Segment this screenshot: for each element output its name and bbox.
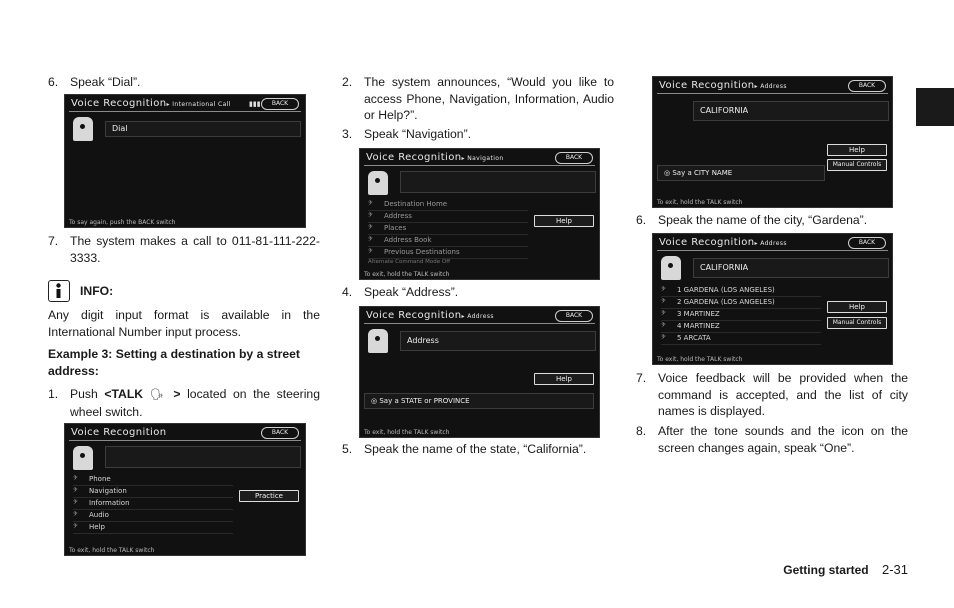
- step-text: The system announces, “Would you like to access Phone, Navigation, Information, Audio or Help?”.: [364, 75, 614, 123]
- voice-head-icon: [661, 256, 681, 280]
- example-heading: Example 3: Setting a destination by a street address:: [48, 347, 300, 378]
- divider: [69, 111, 301, 112]
- step-number: 8.: [636, 424, 647, 438]
- step-number: 6.: [636, 213, 647, 227]
- page-number: 2-31: [881, 562, 908, 577]
- help-button[interactable]: Help: [827, 301, 887, 313]
- city-prompt: ◎ Say a CITY NAME: [657, 165, 825, 181]
- talk-icon: 🗣: [149, 389, 167, 401]
- step-7-feedback: [636, 370, 908, 420]
- city-item-2[interactable]: 𝄢 2 GARDENA (LOS ANGELES): [661, 296, 821, 309]
- voice-head-icon: [368, 171, 388, 195]
- manual-controls-button[interactable]: Manual Controls: [827, 317, 887, 329]
- screen-california: [652, 76, 893, 208]
- screen-footer: To exit, hold the TALK switch: [364, 271, 450, 278]
- screen-footer: To exit, hold the TALK switch: [364, 429, 450, 436]
- screen-navigation: [359, 148, 600, 280]
- manual-controls-button[interactable]: Manual Controls: [827, 159, 887, 171]
- step-number: 4.: [342, 285, 353, 299]
- back-button[interactable]: BACK: [555, 310, 593, 322]
- step-8-one: [636, 423, 908, 456]
- divider: [364, 165, 595, 166]
- step-number: 7.: [48, 234, 59, 248]
- screen-cities: [652, 233, 893, 365]
- nav-item-places[interactable]: 𝄢 Places: [368, 222, 528, 235]
- back-button[interactable]: BACK: [261, 98, 299, 110]
- step-text: Push <TALK 🗣 > located on the steering wheel switch.: [70, 387, 320, 419]
- city-item-3[interactable]: 𝄢 3 MARTINEZ: [661, 308, 821, 321]
- state-field: CALIFORNIA: [693, 101, 889, 121]
- back-button[interactable]: BACK: [555, 152, 593, 164]
- screen-title: Voice Recognition: [71, 427, 167, 438]
- step-number: 6.: [48, 75, 59, 89]
- menu-item-audio[interactable]: 𝄢 Audio: [73, 509, 233, 522]
- city-item-4[interactable]: 𝄢 4 MARTINEZ: [661, 320, 821, 333]
- page-footer: [720, 562, 908, 577]
- screen-voice-main: [64, 423, 306, 556]
- step-2-announce: [342, 74, 614, 124]
- screen-footer: To exit, hold the TALK switch: [657, 199, 743, 206]
- voice-head-icon: [368, 329, 388, 353]
- input-area: [400, 171, 596, 193]
- section-tab-marker: [916, 88, 954, 126]
- prompt-icon: ◎: [371, 397, 380, 405]
- step-number: 3.: [342, 127, 353, 141]
- help-button[interactable]: Help: [534, 215, 594, 227]
- dial-field: Dial: [105, 121, 301, 137]
- screen-dial: [64, 94, 306, 228]
- voice-head-icon: [73, 117, 93, 141]
- step-text: Speak the name of the state, “California”.: [364, 442, 587, 456]
- alternate-command-note: Alternate Command Mode Off: [368, 259, 451, 265]
- divider: [657, 250, 888, 251]
- menu-item-information[interactable]: 𝄢 Information: [73, 497, 233, 510]
- back-button[interactable]: BACK: [848, 80, 886, 92]
- step-text: After the tone sounds and the icon on the screen changes again, speak “One”.: [658, 424, 908, 455]
- nav-item-address[interactable]: 𝄢 Address: [368, 210, 528, 223]
- screen-title: Voice Recognition▸ Address: [366, 310, 494, 321]
- step-3-navigation: [342, 126, 614, 143]
- back-button[interactable]: BACK: [848, 237, 886, 249]
- menu-item-navigation[interactable]: 𝄢 Navigation: [73, 485, 233, 498]
- screen-footer: To say again, push the BACK switch: [69, 219, 176, 226]
- step-4-address: [342, 284, 614, 301]
- step-number: 1.: [48, 387, 59, 401]
- screen-address: [359, 306, 600, 438]
- screen-footer: To exit, hold the TALK switch: [657, 356, 743, 363]
- step-number: 7.: [636, 371, 647, 385]
- step-text: The system makes a call to 011-81-111-222-3333.: [70, 234, 320, 265]
- address-field: Address: [400, 331, 596, 351]
- prompt-icon: ◎: [664, 169, 673, 177]
- nav-item-previous-destinations[interactable]: 𝄢 Previous Destinations: [368, 246, 528, 259]
- help-button[interactable]: Help: [827, 144, 887, 156]
- state-prompt: ◎ Say a STATE or PROVINCE: [364, 393, 594, 409]
- city-item-1[interactable]: 𝄢 1 GARDENA (LOS ANGELES): [661, 284, 821, 297]
- menu-item-help[interactable]: 𝄢 Help: [73, 521, 233, 534]
- step-text: Speak “Navigation”.: [364, 127, 472, 141]
- step-text: Speak “Dial”.: [70, 75, 141, 89]
- step-text: Voice feedback will be provided when the command is accepted, and the list of city names is displayed.: [658, 371, 908, 419]
- step-text: Speak the name of the city, “Gardena”.: [658, 213, 868, 227]
- step-7-call: [48, 233, 320, 266]
- screen-title: Voice Recognition▸ Address: [659, 237, 787, 248]
- menu-item-phone[interactable]: 𝄢 Phone: [73, 473, 233, 486]
- screen-title: Voice Recognition▸ Address: [659, 80, 787, 91]
- step-6-city: [636, 212, 908, 229]
- talk-switch-label: <TALK: [104, 387, 144, 401]
- step-1-push: [48, 386, 320, 420]
- screen-footer: To exit, hold the TALK switch: [69, 547, 155, 554]
- section-name: Getting started: [783, 563, 869, 577]
- back-button[interactable]: BACK: [261, 427, 299, 439]
- step-text: Speak “Address”.: [364, 285, 459, 299]
- input-area: [105, 446, 301, 468]
- help-button[interactable]: Help: [534, 373, 594, 385]
- step-6-dial: [48, 74, 320, 91]
- step-5-state: [342, 441, 614, 458]
- info-icon: [48, 280, 70, 302]
- info-label: INFO:: [80, 284, 114, 298]
- step-number: 2.: [342, 75, 353, 89]
- state-field: CALIFORNIA: [693, 258, 889, 278]
- divider: [657, 93, 888, 94]
- divider: [364, 323, 595, 324]
- nav-item-destination-home[interactable]: 𝄢 Destination Home: [368, 198, 528, 211]
- nav-item-address-book[interactable]: 𝄢 Address Book: [368, 234, 528, 247]
- city-item-5[interactable]: 𝄢 5 ARCATA: [661, 332, 821, 345]
- info-text: Any digit input format is available in the International Number input process.: [48, 308, 320, 339]
- signal-icon: ▮▮▮: [249, 100, 261, 108]
- screen-title: Voice Recognition▸ Navigation: [366, 152, 504, 163]
- divider: [69, 440, 301, 441]
- step-number: 5.: [342, 442, 353, 456]
- practice-button[interactable]: Practice: [239, 490, 299, 502]
- voice-head-icon: [73, 446, 93, 470]
- screen-title: Voice Recognition▸ International Call: [71, 98, 231, 109]
